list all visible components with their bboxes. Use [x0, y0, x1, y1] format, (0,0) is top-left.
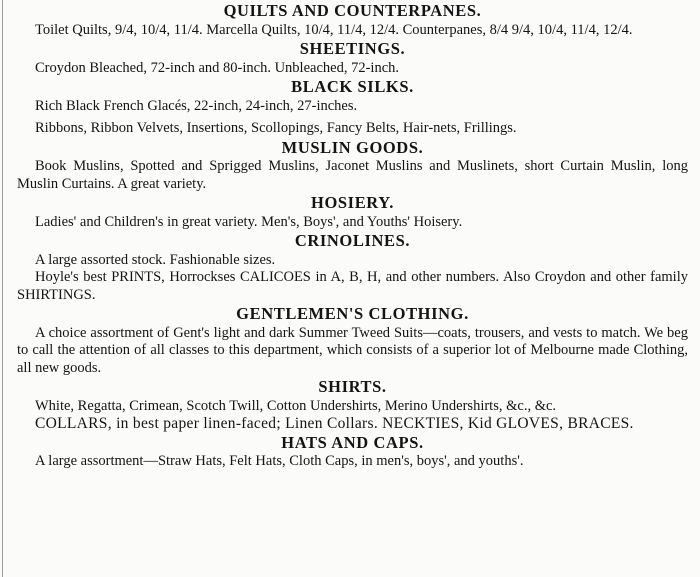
- section-paragraph: Book Muslins, Spotted and Sprigged Muslins, Jaconet Muslins and Muslinets, short Curtain Muslin, long Muslin Curtains. A great variety.: [17, 158, 688, 192]
- section-quilts: [17, 1, 688, 39]
- section-hosiery: [17, 193, 688, 231]
- section-heading: GENTLEMEN'S CLOTHING.: [236, 304, 469, 323]
- section-paragraph: Ladies' and Children's in great variety. Men's, Boys', and Youths' Hoisery.: [35, 213, 463, 230]
- section-heading: HOSIERY.: [311, 193, 394, 212]
- section-heading: HATS AND CAPS.: [281, 432, 424, 452]
- section-muslin-goods: [17, 138, 688, 194]
- section-heading: SHIRTS.: [318, 377, 387, 396]
- section-sheetings: [17, 39, 688, 77]
- section-heading: MUSLIN GOODS.: [281, 137, 424, 157]
- section-paragraph: A large assorted stock. Fashionable sizes.: [35, 251, 276, 268]
- section-heading: SHEETINGS.: [299, 39, 406, 58]
- section-gentlemens-clothing: [17, 304, 688, 377]
- section-heading: CRINOLINES.: [294, 231, 411, 250]
- section-paragraph: COLLARS, in best paper linen-faced; Linen Collars. NECKTIES, Kid GLOVES, BRACES.: [35, 415, 634, 432]
- section-heading: QUILTS AND COUNTERPANES.: [223, 1, 482, 20]
- section-paragraph: A choice assortment of Gent's light and dark Summer Tweed Suits—coats, trousers, and vests to match. We beg to call the attention of all classes to this department, which consists of a superior lot of Melbourne made Clothing, all new goods.: [17, 324, 688, 376]
- section-paragraph: Croydon Bleached, 72-inch and 80-inch. Unbleached, 72-inch.: [35, 59, 400, 76]
- section-paragraph: A large assortment—Straw Hats, Felt Hats, Cloth Caps, in men's, boys', and youths'.: [35, 453, 524, 469]
- section-paragraph: Ribbons, Ribbon Velvets, Insertions, Scollopings, Fancy Belts, Hair-nets, Frillings.: [35, 120, 517, 136]
- section-black-silks: [17, 77, 688, 138]
- section-paragraph: Hoyle's best PRINTS, Horrockses CALICOES in A, B, H, and other numbers. Also Croydon and other family SHIRTINGS.: [17, 269, 688, 303]
- section-crinolines: [17, 231, 688, 304]
- section-hats-and-caps: [17, 433, 688, 471]
- section-paragraph: Rich Black French Glacés, 22-inch, 24-inch, 27-inches.: [35, 97, 358, 114]
- section-shirts: [17, 377, 688, 433]
- section-paragraph: Toilet Quilts, 9/4, 10/4, 11/4. Marcella Quilts, 10/4, 11/4, 12/4. Counterpanes, 8/4 9/4, 10/4, 11/4, 12/4.: [35, 21, 633, 38]
- section-paragraph: White, Regatta, Crimean, Scotch Twill, Cotton Undershirts, Merino Undershirts, &c., &c.: [35, 397, 557, 414]
- section-heading: BLACK SILKS.: [291, 77, 414, 96]
